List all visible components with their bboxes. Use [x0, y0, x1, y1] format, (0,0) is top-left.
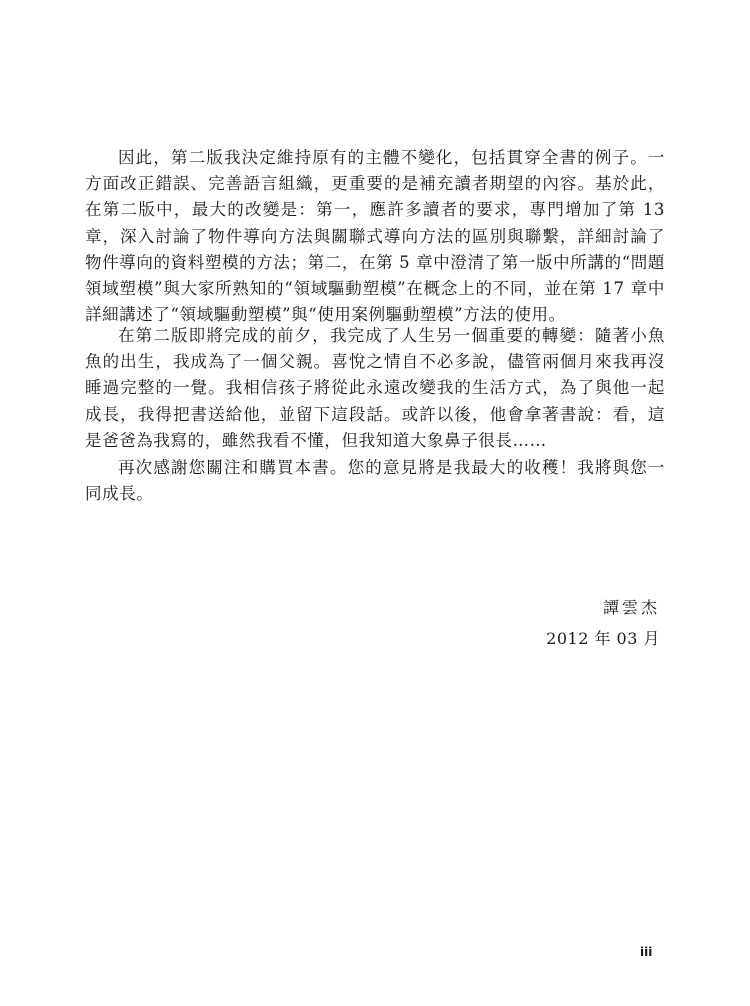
author-signature: 譚雲杰 [602, 598, 660, 617]
paragraph-second-edition-changes: 因此，第二版我決定維持原有的主體不變化，包括貫穿全書的例子。一方面改正錯誤、完善語言組織，更重要的是補充讀者期望的內容。基於此，在第二版中，最大的改變是：第一，應許多讀者的要求，專門增加了第 13 章，深入討論了物件導向方法與關聯式導向方法的區別與聯繫，詳細討論了物件導向的資料塑模的方法；第二，在第 5 章中澄清了第一版中所講的“問題領域塑模”與大家所熟知的“領域驅動塑模”在概念上的不同，並在第 17 章中詳細講述了“領域驅動塑模”與“使用案例驅動塑模”方法的使用。 [85, 148, 665, 325]
page-number: iii [640, 945, 653, 959]
paragraph-thanks: 再次感謝您關注和購買本書。您的意見將是我最大的收穫！我將與您一同成長。 [85, 458, 665, 504]
paragraph-becoming-father: 在第二版即將完成的前夕，我完成了人生另一個重要的轉變：隨著小魚魚的出生，我成為了一個父親。喜悅之情自不必多說，儘管兩個月來我再沒睡過完整的一覺。我相信孩子將從此永遠改變我的生活方式，為了與他一起成長，我得把書送給他，並留下這段話。或許以後，他會拿著書說：看，這是爸爸為我寫的，雖然我看不懂，但我知道大象鼻子很長…… [85, 326, 665, 450]
signature-date: 2012 年 03 月 [546, 629, 660, 648]
